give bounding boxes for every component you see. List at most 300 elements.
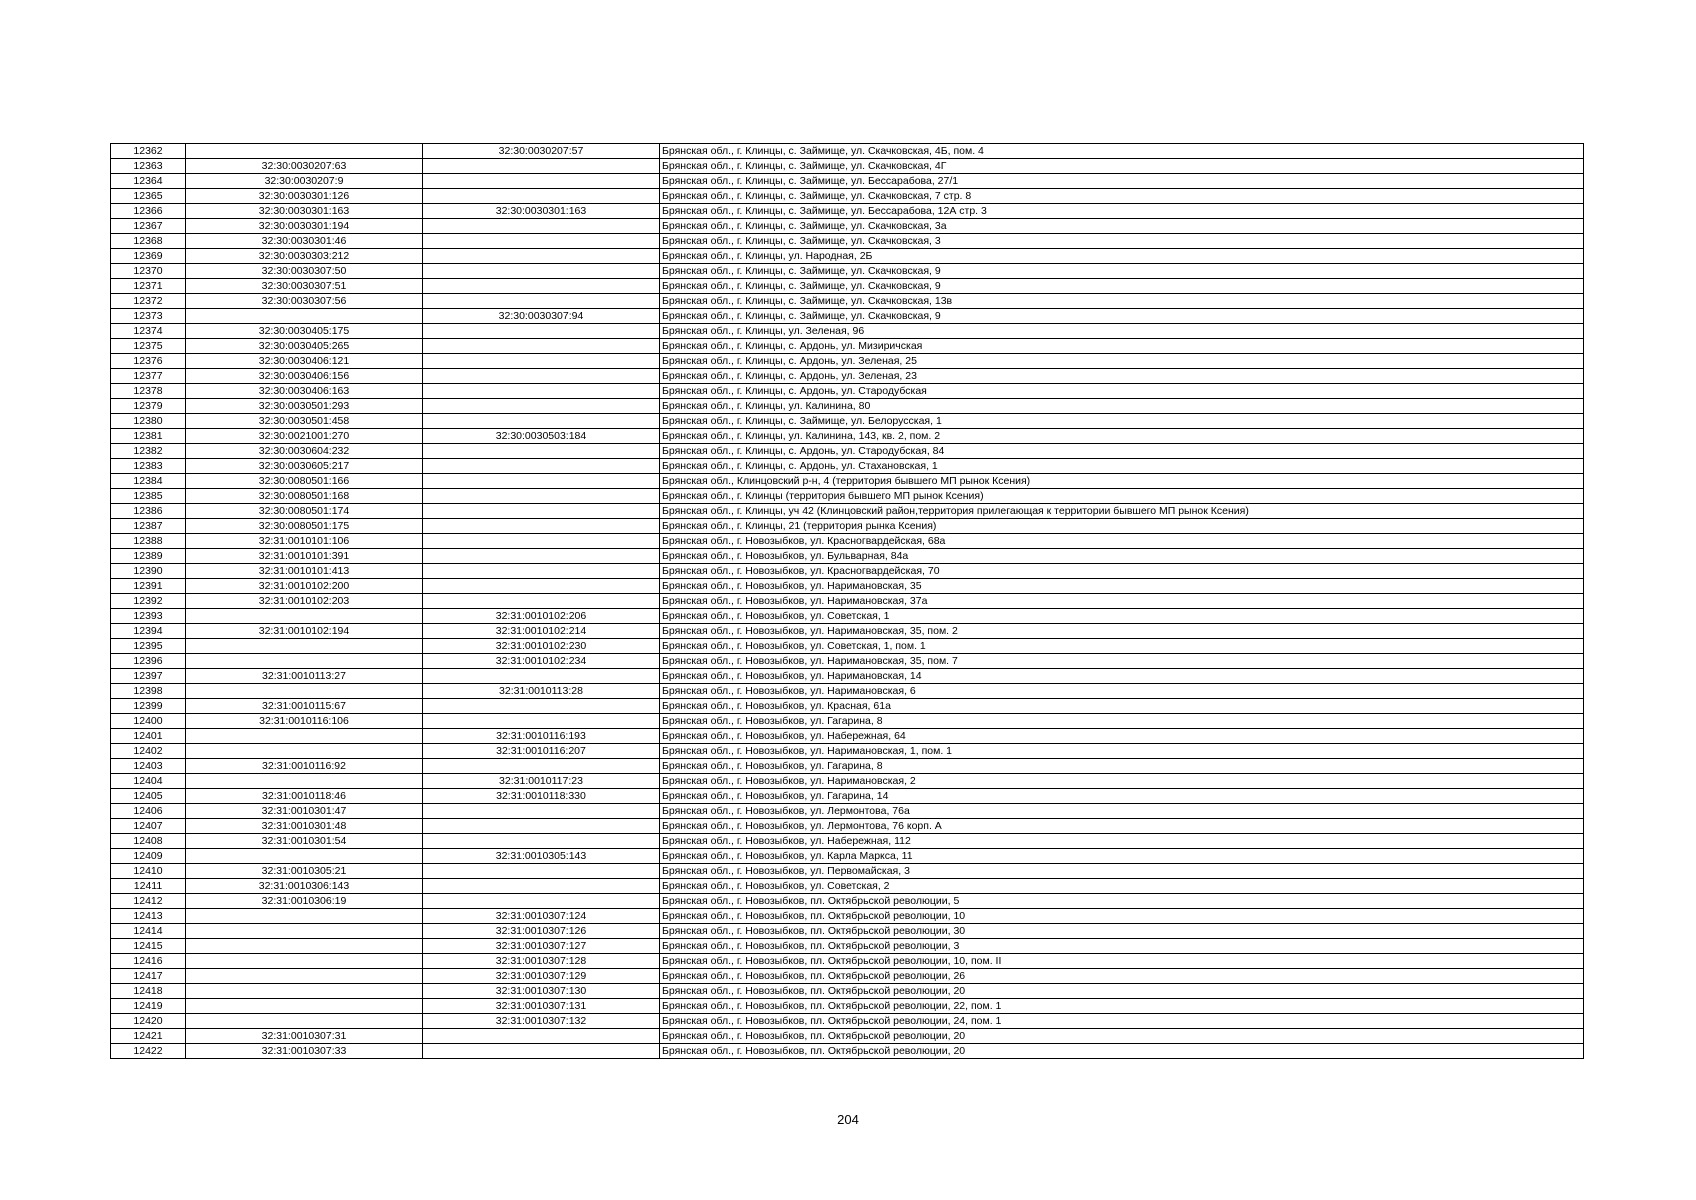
address-cell: Брянская обл., г. Новозыбков, ул. Красногвардейская, 68а <box>660 534 1584 549</box>
cadastral-number-cell: 32:31:0010115:67 <box>186 699 423 714</box>
related-cadastral-number-cell <box>423 594 660 609</box>
row-number-cell: 12422 <box>111 1044 186 1059</box>
row-number-cell: 12372 <box>111 294 186 309</box>
related-cadastral-number-cell: 32:30:0030207:57 <box>423 144 660 159</box>
cadastral-number-cell: 32:30:0030301:194 <box>186 219 423 234</box>
table-row <box>111 699 1584 714</box>
row-number-cell: 12391 <box>111 579 186 594</box>
cadastral-number-cell: 32:30:0030406:163 <box>186 384 423 399</box>
cadastral-number-cell: 32:31:0010306:19 <box>186 894 423 909</box>
cadastral-number-cell: 32:30:0030301:46 <box>186 234 423 249</box>
address-cell: Брянская обл., г. Новозыбков, ул. Наримановская, 35, пом. 2 <box>660 624 1584 639</box>
row-number-cell: 12378 <box>111 384 186 399</box>
related-cadastral-number-cell <box>423 819 660 834</box>
related-cadastral-number-cell: 32:31:0010307:132 <box>423 1014 660 1029</box>
address-cell: Брянская обл., г. Клинцы, с. Займище, ул. Скачковская, 3а <box>660 219 1584 234</box>
row-number-cell: 12403 <box>111 759 186 774</box>
row-number-cell: 12409 <box>111 849 186 864</box>
row-number-cell: 12384 <box>111 474 186 489</box>
table-row <box>111 489 1584 504</box>
row-number-cell: 12389 <box>111 549 186 564</box>
related-cadastral-number-cell <box>423 894 660 909</box>
table-row <box>111 264 1584 279</box>
table-row <box>111 189 1584 204</box>
address-cell: Брянская обл., г. Новозыбков, ул. Набережная, 112 <box>660 834 1584 849</box>
registry-table <box>110 143 1584 1059</box>
table-row <box>111 714 1584 729</box>
table-row <box>111 984 1584 999</box>
related-cadastral-number-cell <box>423 294 660 309</box>
cadastral-number-cell: 32:30:0021001:270 <box>186 429 423 444</box>
row-number-cell: 12387 <box>111 519 186 534</box>
related-cadastral-number-cell: 32:31:0010102:206 <box>423 609 660 624</box>
related-cadastral-number-cell <box>423 834 660 849</box>
cadastral-number-cell <box>186 639 423 654</box>
row-number-cell: 12385 <box>111 489 186 504</box>
cadastral-number-cell <box>186 939 423 954</box>
table-row <box>111 864 1584 879</box>
row-number-cell: 12419 <box>111 999 186 1014</box>
related-cadastral-number-cell: 32:30:0030307:94 <box>423 309 660 324</box>
cadastral-number-cell: 32:31:0010101:106 <box>186 534 423 549</box>
row-number-cell: 12415 <box>111 939 186 954</box>
cadastral-number-cell: 32:30:0080501:168 <box>186 489 423 504</box>
cadastral-number-cell <box>186 729 423 744</box>
related-cadastral-number-cell: 32:31:0010307:126 <box>423 924 660 939</box>
row-number-cell: 12400 <box>111 714 186 729</box>
table-row <box>111 444 1584 459</box>
address-cell: Брянская обл., г. Новозыбков, ул. Гагарина, 8 <box>660 759 1584 774</box>
cadastral-number-cell: 32:30:0030405:175 <box>186 324 423 339</box>
cadastral-number-cell: 32:30:0030405:265 <box>186 339 423 354</box>
table-row <box>111 759 1584 774</box>
row-number-cell: 12412 <box>111 894 186 909</box>
address-cell: Брянская обл., г. Новозыбков, ул. Наримановская, 2 <box>660 774 1584 789</box>
related-cadastral-number-cell: 32:31:0010117:23 <box>423 774 660 789</box>
table-row <box>111 204 1584 219</box>
table-row <box>111 999 1584 1014</box>
cadastral-number-cell: 32:30:0030604:232 <box>186 444 423 459</box>
cadastral-number-cell: 32:30:0030501:293 <box>186 399 423 414</box>
row-number-cell: 12421 <box>111 1029 186 1044</box>
address-cell: Брянская обл., г. Новозыбков, пл. Октябрьской революции, 10, пом. II <box>660 954 1584 969</box>
table-row <box>111 324 1584 339</box>
related-cadastral-number-cell <box>423 354 660 369</box>
cadastral-number-cell: 32:30:0030301:163 <box>186 204 423 219</box>
related-cadastral-number-cell <box>423 384 660 399</box>
cadastral-number-cell: 32:30:0030605:217 <box>186 459 423 474</box>
related-cadastral-number-cell <box>423 234 660 249</box>
cadastral-number-cell: 32:30:0030307:51 <box>186 279 423 294</box>
address-cell: Брянская обл., г. Новозыбков, ул. Наримановская, 35, пом. 7 <box>660 654 1584 669</box>
table-row <box>111 1029 1584 1044</box>
row-number-cell: 12406 <box>111 804 186 819</box>
table-row <box>111 654 1584 669</box>
table-row <box>111 339 1584 354</box>
row-number-cell: 12407 <box>111 819 186 834</box>
row-number-cell: 12399 <box>111 699 186 714</box>
table-row <box>111 819 1584 834</box>
table-row <box>111 639 1584 654</box>
table-row <box>111 774 1584 789</box>
cadastral-number-cell <box>186 609 423 624</box>
row-number-cell: 12408 <box>111 834 186 849</box>
related-cadastral-number-cell: 32:31:0010307:124 <box>423 909 660 924</box>
row-number-cell: 12386 <box>111 504 186 519</box>
address-cell: Брянская обл., г. Клинцы, с. Займище, ул. Скачковская, 7 стр. 8 <box>660 189 1584 204</box>
related-cadastral-number-cell <box>423 249 660 264</box>
address-cell: Брянская обл., г. Клинцы, уч 42 (Клинцовский район,территория прилегающая к территории бывшего МП рынок Ксения) <box>660 504 1584 519</box>
address-cell: Брянская обл., г. Клинцы, с. Займище, ул. Скачковская, 3 <box>660 234 1584 249</box>
related-cadastral-number-cell <box>423 759 660 774</box>
table-row <box>111 144 1584 159</box>
table-row <box>111 549 1584 564</box>
cadastral-number-cell <box>186 744 423 759</box>
table-row <box>111 294 1584 309</box>
address-cell: Брянская обл., г. Клинцы, ул. Калинина, 143, кв. 2, пом. 2 <box>660 429 1584 444</box>
row-number-cell: 12377 <box>111 369 186 384</box>
table-row <box>111 594 1584 609</box>
related-cadastral-number-cell <box>423 864 660 879</box>
row-number-cell: 12413 <box>111 909 186 924</box>
related-cadastral-number-cell <box>423 159 660 174</box>
related-cadastral-number-cell: 32:31:0010307:128 <box>423 954 660 969</box>
address-cell: Брянская обл., г. Новозыбков, пл. Октябрьской революции, 22, пом. 1 <box>660 999 1584 1014</box>
address-cell: Брянская обл., г. Новозыбков, пл. Октябрьской революции, 24, пом. 1 <box>660 1014 1584 1029</box>
cadastral-number-cell <box>186 144 423 159</box>
row-number-cell: 12363 <box>111 159 186 174</box>
address-cell: Брянская обл., г. Клинцы, с. Ардонь, ул. Зеленая, 23 <box>660 369 1584 384</box>
address-cell: Брянская обл., г. Клинцы, с. Займище, ул. Скачковская, 13в <box>660 294 1584 309</box>
address-cell: Брянская обл., г. Клинцы, 21 (территория рынка Ксения) <box>660 519 1584 534</box>
related-cadastral-number-cell <box>423 174 660 189</box>
related-cadastral-number-cell <box>423 279 660 294</box>
cadastral-number-cell: 32:31:0010102:203 <box>186 594 423 609</box>
address-cell: Брянская обл., г. Новозыбков, ул. Советская, 1 <box>660 609 1584 624</box>
row-number-cell: 12402 <box>111 744 186 759</box>
address-cell: Брянская обл., г. Клинцы, с. Займище, ул. Белорусская, 1 <box>660 414 1584 429</box>
table-row <box>111 564 1584 579</box>
address-cell: Брянская обл., г. Клинцы, с. Займище, ул. Скачковская, 9 <box>660 264 1584 279</box>
table-row <box>111 249 1584 264</box>
address-cell: Брянская обл., г. Клинцы, с. Ардонь, ул. Стародубская, 84 <box>660 444 1584 459</box>
related-cadastral-number-cell: 32:31:0010116:193 <box>423 729 660 744</box>
cadastral-number-cell: 32:31:0010306:143 <box>186 879 423 894</box>
related-cadastral-number-cell: 32:30:0030301:163 <box>423 204 660 219</box>
table-row <box>111 789 1584 804</box>
row-number-cell: 12388 <box>111 534 186 549</box>
cadastral-number-cell <box>186 684 423 699</box>
related-cadastral-number-cell <box>423 459 660 474</box>
table-row <box>111 534 1584 549</box>
cadastral-number-cell: 32:31:0010102:194 <box>186 624 423 639</box>
row-number-cell: 12405 <box>111 789 186 804</box>
address-cell: Брянская обл., г. Новозыбков, ул. Лермонтова, 76а <box>660 804 1584 819</box>
related-cadastral-number-cell <box>423 564 660 579</box>
address-cell: Брянская обл., г. Новозыбков, пл. Октябрьской революции, 30 <box>660 924 1584 939</box>
address-cell: Брянская обл., г. Новозыбков, пл. Октябрьской революции, 20 <box>660 984 1584 999</box>
cadastral-number-cell: 32:31:0010301:54 <box>186 834 423 849</box>
table-row <box>111 384 1584 399</box>
address-cell: Брянская обл., г. Новозыбков, ул. Бульварная, 84а <box>660 549 1584 564</box>
related-cadastral-number-cell <box>423 189 660 204</box>
cadastral-number-cell: 32:31:0010101:391 <box>186 549 423 564</box>
table-row <box>111 624 1584 639</box>
cadastral-number-cell <box>186 954 423 969</box>
table-row <box>111 279 1584 294</box>
cadastral-number-cell <box>186 309 423 324</box>
row-number-cell: 12374 <box>111 324 186 339</box>
cadastral-number-cell <box>186 984 423 999</box>
row-number-cell: 12418 <box>111 984 186 999</box>
table-row <box>111 669 1584 684</box>
related-cadastral-number-cell <box>423 879 660 894</box>
table-row <box>111 474 1584 489</box>
cadastral-number-cell: 32:30:0030307:50 <box>186 264 423 279</box>
row-number-cell: 12396 <box>111 654 186 669</box>
address-cell: Брянская обл., г. Клинцы, ул. Калинина, 80 <box>660 399 1584 414</box>
row-number-cell: 12380 <box>111 414 186 429</box>
cadastral-number-cell: 32:31:0010116:92 <box>186 759 423 774</box>
address-cell: Брянская обл., г. Новозыбков, пл. Октябрьской революции, 20 <box>660 1029 1584 1044</box>
related-cadastral-number-cell: 32:31:0010307:129 <box>423 969 660 984</box>
related-cadastral-number-cell: 32:30:0030503:184 <box>423 429 660 444</box>
related-cadastral-number-cell <box>423 804 660 819</box>
address-cell: Брянская обл., г. Новозыбков, ул. Наримановская, 14 <box>660 669 1584 684</box>
related-cadastral-number-cell: 32:31:0010307:130 <box>423 984 660 999</box>
row-number-cell: 12362 <box>111 144 186 159</box>
row-number-cell: 12392 <box>111 594 186 609</box>
row-number-cell: 12379 <box>111 399 186 414</box>
related-cadastral-number-cell <box>423 399 660 414</box>
cadastral-number-cell: 32:30:0030301:126 <box>186 189 423 204</box>
row-number-cell: 12393 <box>111 609 186 624</box>
address-cell: Брянская обл., г. Клинцы, с. Ардонь, ул. Стахановская, 1 <box>660 459 1584 474</box>
table-row <box>111 414 1584 429</box>
related-cadastral-number-cell <box>423 714 660 729</box>
cadastral-number-cell: 32:31:0010301:48 <box>186 819 423 834</box>
row-number-cell: 12371 <box>111 279 186 294</box>
address-cell: Брянская обл., г. Клинцы, с. Ардонь, ул. Стародубская <box>660 384 1584 399</box>
cadastral-number-cell: 32:30:0030207:63 <box>186 159 423 174</box>
table-row <box>111 909 1584 924</box>
related-cadastral-number-cell <box>423 504 660 519</box>
row-number-cell: 12394 <box>111 624 186 639</box>
address-cell: Брянская обл., г. Новозыбков, пл. Октябрьской революции, 10 <box>660 909 1584 924</box>
cadastral-number-cell: 32:30:0030406:121 <box>186 354 423 369</box>
address-cell: Брянская обл., г. Клинцы, ул. Народная, 2Б <box>660 249 1584 264</box>
address-cell: Брянская обл., г. Новозыбков, пл. Октябрьской революции, 3 <box>660 939 1584 954</box>
table-row <box>111 879 1584 894</box>
related-cadastral-number-cell <box>423 699 660 714</box>
address-cell: Брянская обл., Клинцовский р-н, 4 (территория бывшего МП рынок Ксения) <box>660 474 1584 489</box>
table-row <box>111 519 1584 534</box>
row-number-cell: 12404 <box>111 774 186 789</box>
related-cadastral-number-cell <box>423 669 660 684</box>
table-row <box>111 609 1584 624</box>
cadastral-number-cell: 32:31:0010116:106 <box>186 714 423 729</box>
table-row <box>111 939 1584 954</box>
related-cadastral-number-cell: 32:31:0010113:28 <box>423 684 660 699</box>
address-cell: Брянская обл., г. Новозыбков, ул. Красногвардейская, 70 <box>660 564 1584 579</box>
row-number-cell: 12416 <box>111 954 186 969</box>
cadastral-number-cell <box>186 924 423 939</box>
cadastral-number-cell: 32:31:0010113:27 <box>186 669 423 684</box>
cadastral-number-cell: 32:30:0030406:156 <box>186 369 423 384</box>
table-row <box>111 684 1584 699</box>
related-cadastral-number-cell: 32:31:0010307:127 <box>423 939 660 954</box>
related-cadastral-number-cell <box>423 519 660 534</box>
related-cadastral-number-cell <box>423 339 660 354</box>
address-cell: Брянская обл., г. Новозыбков, ул. Наримановская, 1, пом. 1 <box>660 744 1584 759</box>
cadastral-number-cell: 32:30:0080501:174 <box>186 504 423 519</box>
table-row <box>111 1044 1584 1059</box>
related-cadastral-number-cell <box>423 369 660 384</box>
cadastral-number-cell <box>186 774 423 789</box>
table-row <box>111 969 1584 984</box>
address-cell: Брянская обл., г. Новозыбков, ул. Карла Маркса, 11 <box>660 849 1584 864</box>
address-cell: Брянская обл., г. Клинцы, с. Займище, ул. Скачковская, 9 <box>660 279 1584 294</box>
table-row <box>111 804 1584 819</box>
row-number-cell: 12382 <box>111 444 186 459</box>
table-row <box>111 1014 1584 1029</box>
address-cell: Брянская обл., г. Новозыбков, ул. Набережная, 64 <box>660 729 1584 744</box>
table-row <box>111 729 1584 744</box>
row-number-cell: 12364 <box>111 174 186 189</box>
related-cadastral-number-cell: 32:31:0010307:131 <box>423 999 660 1014</box>
row-number-cell: 12414 <box>111 924 186 939</box>
cadastral-number-cell: 32:31:0010307:31 <box>186 1029 423 1044</box>
address-cell: Брянская обл., г. Клинцы, с. Займище, ул. Скачковская, 4Г <box>660 159 1584 174</box>
related-cadastral-number-cell: 32:31:0010118:330 <box>423 789 660 804</box>
cadastral-number-cell: 32:30:0030307:56 <box>186 294 423 309</box>
cadastral-number-cell: 32:31:0010118:46 <box>186 789 423 804</box>
related-cadastral-number-cell <box>423 474 660 489</box>
cadastral-number-cell: 32:31:0010301:47 <box>186 804 423 819</box>
row-number-cell: 12417 <box>111 969 186 984</box>
row-number-cell: 12367 <box>111 219 186 234</box>
related-cadastral-number-cell: 32:31:0010305:143 <box>423 849 660 864</box>
related-cadastral-number-cell <box>423 489 660 504</box>
table-row <box>111 219 1584 234</box>
related-cadastral-number-cell <box>423 549 660 564</box>
cadastral-number-cell: 32:30:0080501:175 <box>186 519 423 534</box>
address-cell: Брянская обл., г. Новозыбков, ул. Лермонтова, 76 корп. А <box>660 819 1584 834</box>
related-cadastral-number-cell <box>423 219 660 234</box>
address-cell: Брянская обл., г. Клинцы, с. Займище, ул. Бессарабова, 27/1 <box>660 174 1584 189</box>
row-number-cell: 12383 <box>111 459 186 474</box>
related-cadastral-number-cell <box>423 324 660 339</box>
row-number-cell: 12411 <box>111 879 186 894</box>
address-cell: Брянская обл., г. Клинцы, с. Займище, ул. Скачковская, 4Б, пом. 4 <box>660 144 1584 159</box>
table-row <box>111 504 1584 519</box>
cadastral-number-cell: 32:31:0010307:33 <box>186 1044 423 1059</box>
table-row <box>111 459 1584 474</box>
table-row <box>111 369 1584 384</box>
table-row <box>111 429 1584 444</box>
related-cadastral-number-cell: 32:31:0010102:234 <box>423 654 660 669</box>
table-row <box>111 849 1584 864</box>
related-cadastral-number-cell: 32:31:0010102:214 <box>423 624 660 639</box>
address-cell: Брянская обл., г. Клинцы, с. Займище, ул. Скачковская, 9 <box>660 309 1584 324</box>
related-cadastral-number-cell: 32:31:0010116:207 <box>423 744 660 759</box>
related-cadastral-number-cell <box>423 579 660 594</box>
table-row <box>111 579 1584 594</box>
table-row <box>111 174 1584 189</box>
table-row <box>111 399 1584 414</box>
cadastral-number-cell: 32:31:0010305:21 <box>186 864 423 879</box>
related-cadastral-number-cell <box>423 414 660 429</box>
address-cell: Брянская обл., г. Новозыбков, ул. Советская, 2 <box>660 879 1584 894</box>
table-row <box>111 354 1584 369</box>
address-cell: Брянская обл., г. Клинцы (территория бывшего МП рынок Ксения) <box>660 489 1584 504</box>
address-cell: Брянская обл., г. Клинцы, с. Займище, ул. Бессарабова, 12А стр. 3 <box>660 204 1584 219</box>
cadastral-number-cell: 32:30:0080501:166 <box>186 474 423 489</box>
row-number-cell: 12397 <box>111 669 186 684</box>
row-number-cell: 12420 <box>111 1014 186 1029</box>
row-number-cell: 12398 <box>111 684 186 699</box>
address-cell: Брянская обл., г. Клинцы, с. Ардонь, ул. Мизиричская <box>660 339 1584 354</box>
address-cell: Брянская обл., г. Новозыбков, ул. Наримановская, 35 <box>660 579 1584 594</box>
row-number-cell: 12401 <box>111 729 186 744</box>
table-row <box>111 234 1584 249</box>
cadastral-number-cell <box>186 999 423 1014</box>
address-cell: Брянская обл., г. Новозыбков, ул. Первомайская, 3 <box>660 864 1584 879</box>
address-cell: Брянская обл., г. Новозыбков, пл. Октябрьской революции, 26 <box>660 969 1584 984</box>
row-number-cell: 12375 <box>111 339 186 354</box>
address-cell: Брянская обл., г. Новозыбков, ул. Красная, 61а <box>660 699 1584 714</box>
table-row <box>111 744 1584 759</box>
row-number-cell: 12390 <box>111 564 186 579</box>
related-cadastral-number-cell <box>423 534 660 549</box>
cadastral-number-cell <box>186 654 423 669</box>
address-cell: Брянская обл., г. Новозыбков, ул. Наримановская, 6 <box>660 684 1584 699</box>
table-row <box>111 834 1584 849</box>
cadastral-number-cell <box>186 969 423 984</box>
table-row <box>111 894 1584 909</box>
related-cadastral-number-cell <box>423 264 660 279</box>
cadastral-number-cell <box>186 849 423 864</box>
related-cadastral-number-cell: 32:31:0010102:230 <box>423 639 660 654</box>
row-number-cell: 12365 <box>111 189 186 204</box>
table-row <box>111 954 1584 969</box>
row-number-cell: 12410 <box>111 864 186 879</box>
row-number-cell: 12368 <box>111 234 186 249</box>
address-cell: Брянская обл., г. Клинцы, с. Ардонь, ул. Зеленая, 25 <box>660 354 1584 369</box>
related-cadastral-number-cell <box>423 444 660 459</box>
address-cell: Брянская обл., г. Клинцы, ул. Зеленая, 96 <box>660 324 1584 339</box>
row-number-cell: 12381 <box>111 429 186 444</box>
registry-table-body <box>111 144 1584 1059</box>
cadastral-number-cell: 32:31:0010101:413 <box>186 564 423 579</box>
cadastral-number-cell <box>186 909 423 924</box>
address-cell: Брянская обл., г. Новозыбков, ул. Советская, 1, пом. 1 <box>660 639 1584 654</box>
address-cell: Брянская обл., г. Новозыбков, ул. Гагарина, 8 <box>660 714 1584 729</box>
address-cell: Брянская обл., г. Новозыбков, пл. Октябрьской революции, 5 <box>660 894 1584 909</box>
cadastral-number-cell: 32:30:0030303:212 <box>186 249 423 264</box>
table-row <box>111 159 1584 174</box>
row-number-cell: 12373 <box>111 309 186 324</box>
row-number-cell: 12376 <box>111 354 186 369</box>
row-number-cell: 12369 <box>111 249 186 264</box>
cadastral-number-cell: 32:30:0030207:9 <box>186 174 423 189</box>
related-cadastral-number-cell <box>423 1029 660 1044</box>
address-cell: Брянская обл., г. Новозыбков, пл. Октябрьской революции, 20 <box>660 1044 1584 1059</box>
page-number: 204 <box>837 1112 859 1127</box>
address-cell: Брянская обл., г. Новозыбков, ул. Гагарина, 14 <box>660 789 1584 804</box>
cadastral-number-cell <box>186 1014 423 1029</box>
cadastral-number-cell: 32:31:0010102:200 <box>186 579 423 594</box>
